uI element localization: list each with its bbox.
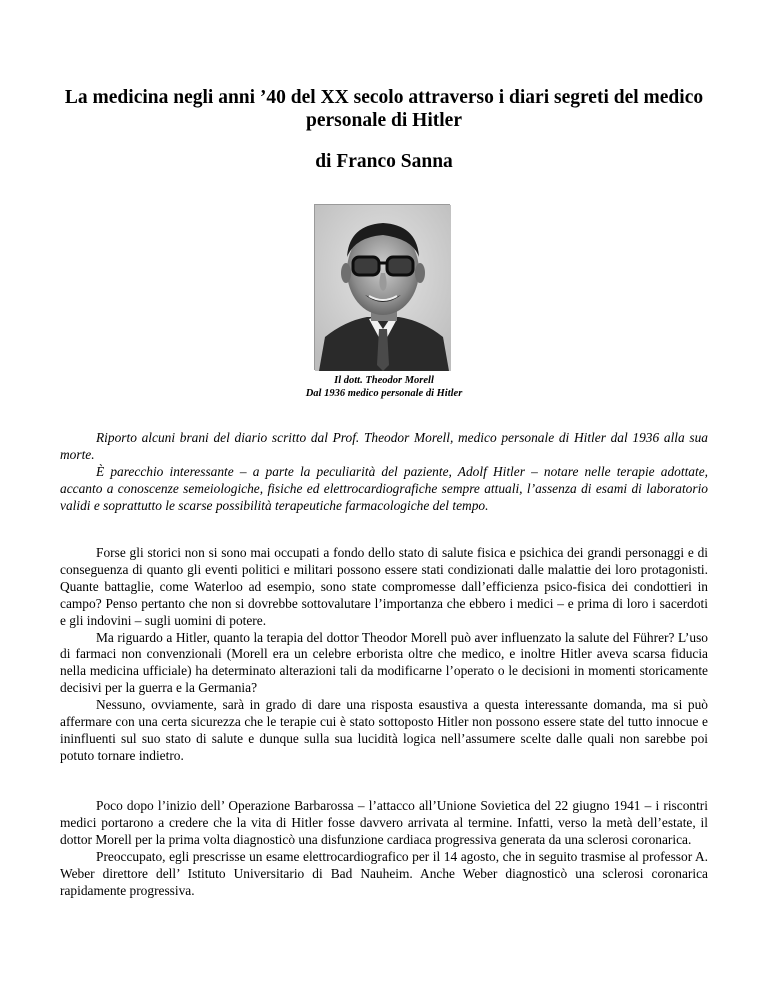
intro-paragraph: Riporto alcuni brani del diario scritto dal Prof. Theodor Morell, medico personale di Hitler dal 1936 alla sua morte. [60, 430, 708, 462]
portrait-photo-icon [315, 205, 451, 371]
portrait-photo [314, 204, 450, 370]
body-paragraph: Poco dopo l’inizio dell’ Operazione Barbarossa – l’attacco all’Unione Sovietica del 22 giugno 1941 – i riscontri medici portarono a credere che la vita di Hitler fosse davvero arrivata al termine. Infatti, verso la metà dell’estate, il dottor Morell per la prima volta diagnosticò una disfunzione cardiaca progressiva generata da una sclerosi coronarica. [60, 798, 708, 847]
body-section-2 [60, 798, 708, 899]
body-paragraph: Ma riguardo a Hitler, quanto la terapia del dottor Theodor Morell può aver influenzato la salute del Führer? L’uso di farmaci non convenzionali (Morell era un celebre erborista oltre che medico, e inoltre Hitler aveva scarsa fiducia nella medicina ufficiale) ha determinato alterazioni tali da modificarne l’operato o le decisioni in momenti storicamente decisivi per la guerra e la Germania? [60, 629, 708, 696]
intro-paragraph: È parecchio interessante – a parte la peculiarità del paziente, Adolf Hitler – notare nelle terapie adottate, accanto a conoscenze semeiologiche, fisiche ed elettrocardiografiche sempre attuali, l’assenza di esami di laboratorio validi e soprattutto le scarse possibilità terapeutiche farmacologiche del tempo. [60, 463, 708, 513]
photo-caption-role: Dal 1936 medico personale di Hitler [305, 388, 463, 399]
body-paragraph: Nessuno, ovviamente, sarà in grado di dare una risposta esaustiva a questa interessante domanda, ma si può affermare con una certa sicurezza che le terapie cui è stato sottoposto Hitler non possono essere state del tutto innocue e ininfluenti sul suo stato di salute e dunque sulla sua lucidità logica nell’assumere scelte dalle quali non sarebbe poi potuto tornare indietro. [60, 697, 708, 763]
photo-caption-name: Il dott. Theodor Morell [334, 375, 434, 386]
document-title: La medicina negli anni ’40 del XX secolo attraverso i diari segreti del medico personale di Hitler [64, 87, 704, 131]
body-section [60, 545, 708, 765]
intro-section [60, 430, 708, 515]
body-paragraph: Forse gli storici non si sono mai occupati a fondo dello stato di salute fisica e psichica dei grandi personaggi e di conseguenza di quanto gli eventi politici e militari possono essere stati condizionati dalle malattie dei loro protagonisti. Quante battaglie, come Waterloo ad esempio, sono state compromesse dall’efficienza psico-fisica dei condottieri in campo? Penso pertanto che non si dovrebbe sottovalutare l’importanza che ebbero i medici – e prima di loro i sacerdoti e gli indovini – sugli uomini di potere. [60, 545, 708, 628]
document-author: di Franco Sanna [315, 151, 453, 172]
body-paragraph: Preoccupato, egli prescrisse un esame elettrocardiografico per il 14 agosto, che in seguito trasmise al professor A. Weber direttore dell’ Istituto Universitario di Bad Nauheim. Anche Weber diagnosticò una sclerosi coronarica rapidamente progressiva. [60, 848, 708, 898]
